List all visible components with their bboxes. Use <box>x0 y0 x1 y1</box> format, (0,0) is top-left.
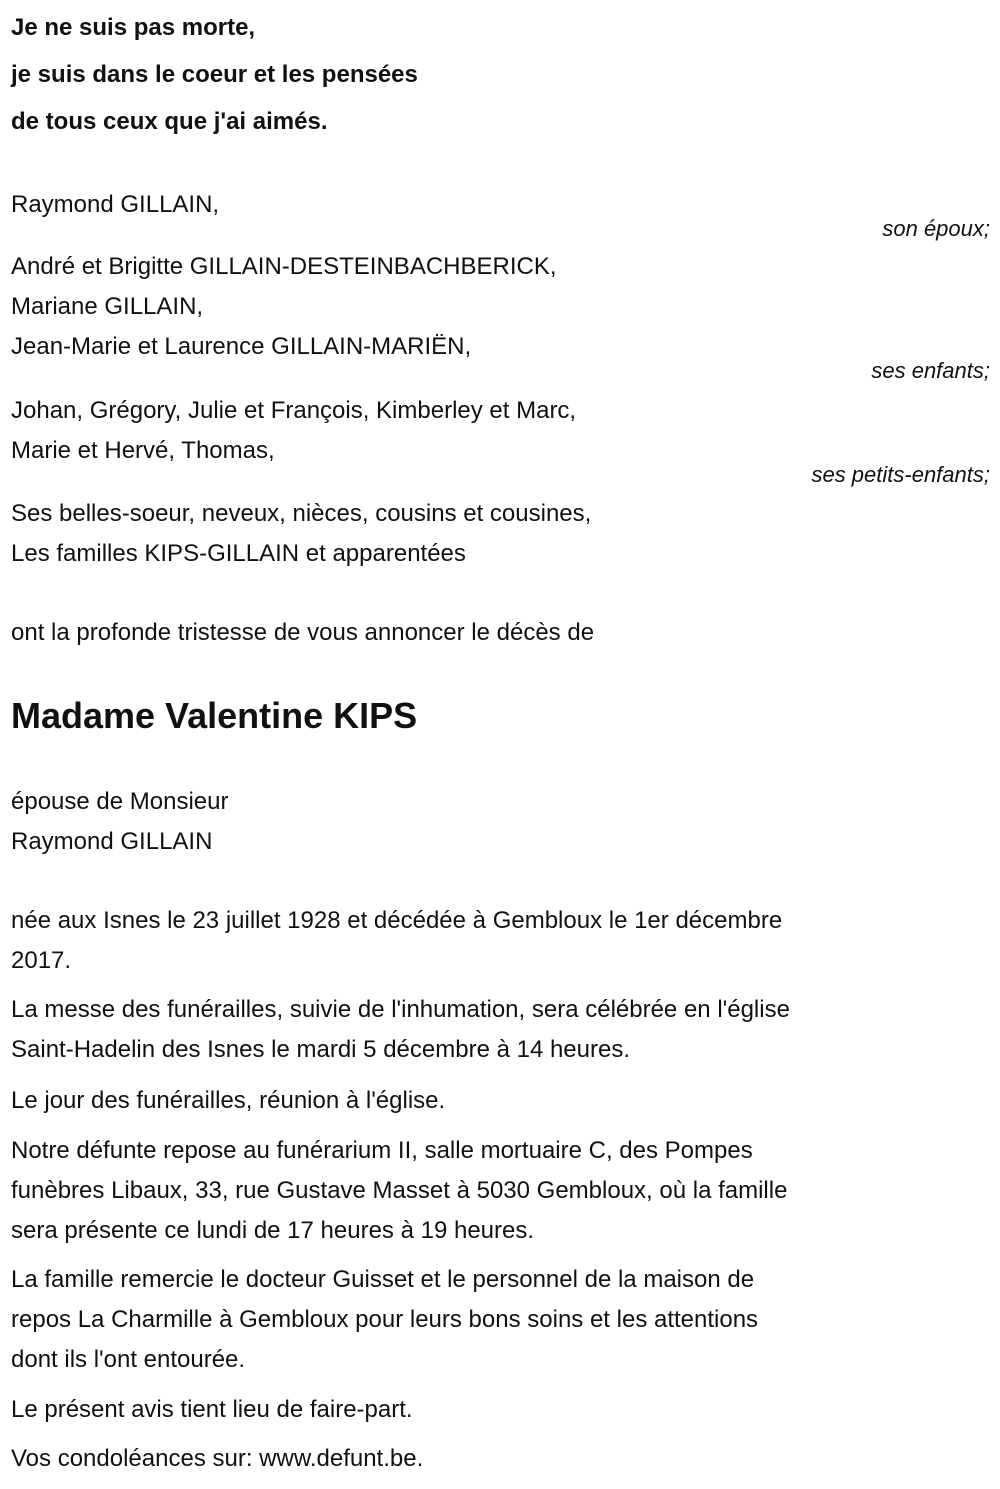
body-line: La messe des funérailles, suivie de l'inhumation, sera célébrée en l'église <box>11 996 790 1023</box>
grandchildren-role: ses petits-enfants; <box>811 462 990 487</box>
body-line: sera présente ce lundi de 17 heures à 19 heures. <box>11 1217 535 1244</box>
other-relatives: Les familles KIPS-GILLAIN et apparentées <box>11 540 466 567</box>
epitaph-line: de tous ceux que j'ai aimés. <box>11 108 328 135</box>
deceased-name: Madame Valentine KIPS <box>11 695 418 736</box>
body-line: Le jour des funérailles, réunion à l'église. <box>11 1087 446 1114</box>
epitaph-line: Je ne suis pas morte, <box>11 14 256 41</box>
child-name: André et Brigitte GILLAIN-DESTEINBACHBERICK, <box>11 253 557 280</box>
grandchildren-names: Marie et Hervé, Thomas, <box>11 437 275 464</box>
body-line: née aux Isnes le 23 juillet 1928 et décédée à Gembloux le 1er décembre <box>11 907 783 934</box>
body-line: 2017. <box>11 947 72 974</box>
spouse-role: son époux; <box>882 216 990 241</box>
body-line: Saint-Hadelin des Isnes le mardi 5 décembre à 14 heures. <box>11 1036 631 1063</box>
grandchildren-names: Johan, Grégory, Julie et François, Kimberley et Marc, <box>11 397 577 424</box>
other-relatives: Ses belles-soeur, neveux, nièces, cousins et cousines, <box>11 500 592 527</box>
body-line: repos La Charmille à Gembloux pour leurs bons soins et les attentions <box>11 1306 759 1333</box>
body-line: Le présent avis tient lieu de faire-part. <box>11 1396 413 1423</box>
body-line: Notre défunte repose au funérarium II, salle mortuaire C, des Pompes <box>11 1137 753 1164</box>
epitaph-line: je suis dans le coeur et les pensées <box>11 61 418 88</box>
spouse-name: Raymond GILLAIN, <box>11 191 220 218</box>
condolences-line: Vos condoléances sur: www.defunt.be. <box>11 1445 424 1472</box>
body-line: funèbres Libaux, 33, rue Gustave Masset à 5030 Gembloux, où la famille <box>11 1177 788 1204</box>
spouse-of: Raymond GILLAIN <box>11 828 213 855</box>
children-role: ses enfants; <box>871 358 990 383</box>
child-name: Mariane GILLAIN, <box>11 293 204 320</box>
body-line: dont ils l'ont entourée. <box>11 1346 246 1373</box>
child-name: Jean-Marie et Laurence GILLAIN-MARIËN, <box>11 333 472 360</box>
announcement: ont la profonde tristesse de vous annoncer le décès de <box>11 619 595 646</box>
spouse-of: épouse de Monsieur <box>11 788 229 815</box>
body-line: La famille remercie le docteur Guisset et le personnel de la maison de <box>11 1266 755 1293</box>
